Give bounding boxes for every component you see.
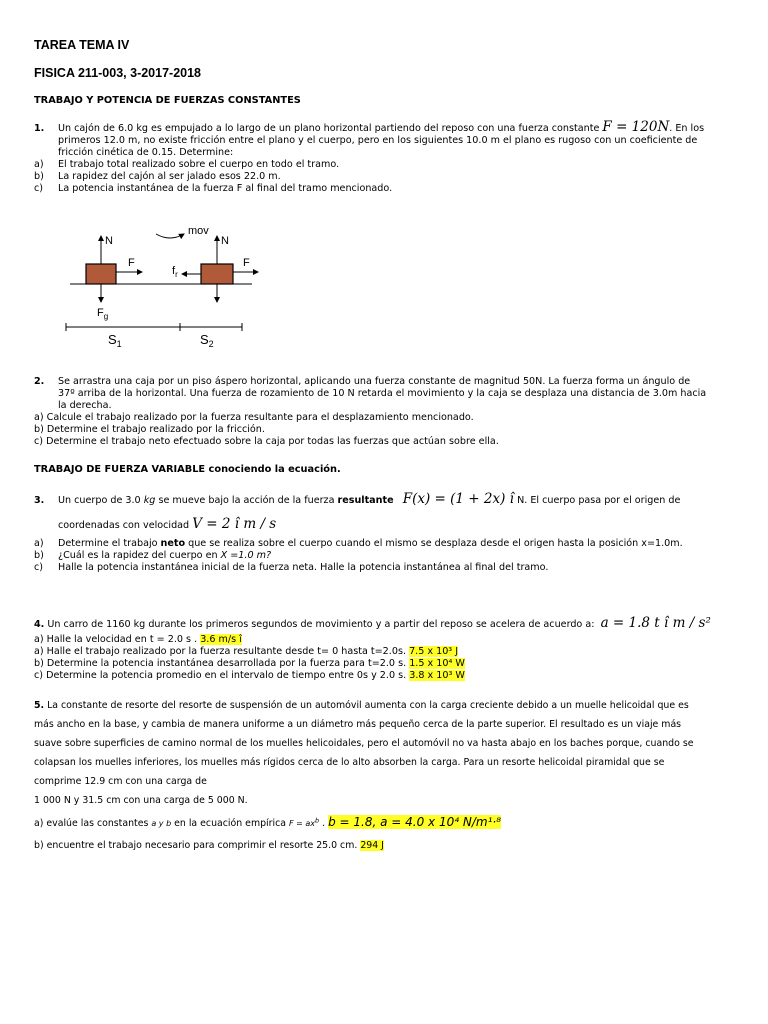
box-2 (201, 264, 233, 284)
item-b: b) encuentre el trabajo necesario para comprimir el resorte 25.0 cm. (34, 840, 358, 851)
item-a (34, 159, 704, 171)
item-b: b) Determine la potencia instantánea desarrollada por la fuerza para t=2.0 s. (34, 658, 407, 669)
problem-1 (34, 121, 704, 195)
problem-number: 5. (34, 700, 45, 711)
item-text: La potencia instantánea de la fuerza F al final del tramo mencionado. (58, 183, 393, 194)
item-emphasis: X =1.0 m? (220, 550, 272, 561)
empirical-equation: $F = ax^b$ (288, 816, 320, 828)
problem-3-line2: coordenadas con velocidad (58, 520, 190, 531)
item-a-text-b: en la ecuación empírica (174, 818, 286, 829)
item-label: c) (34, 183, 44, 194)
formula-velocity: V = 2 î m / s (192, 516, 277, 532)
box-1 (86, 264, 116, 284)
item-label: b) (34, 171, 44, 182)
section-heading-variable: TRABAJO DE FUERZA VARIABLE conociendo la ecuación. (34, 464, 341, 475)
item-text: La rapidez del cajón al ser jalado esos 22.0 m. (58, 171, 281, 182)
item-label: a) (34, 159, 44, 170)
label-S2: $S_2$ (200, 332, 214, 349)
item-c (34, 562, 683, 574)
label-F2: F (243, 257, 250, 269)
formula-acceleration: a = 1.8 t î m / s² (600, 615, 711, 631)
problem-number: 4. (34, 619, 45, 630)
problem-5: 5. La constante de resorte del resorte de suspensión de un automóvil aumenta con la carga creciente debido a un muelle helicoidal que es más ancho en la base, y cambia de manera uniforme a un diámetro más pequeño cerca de la parte superior. El resultado es un viaje más suave sobre superficies de camino normal de los muelles helicoidales, pero el automóvil no va hasta abajo en los baches porque, cuando se colapsan los muelles inferiores, los muelles más rígidos cerca de lo alto absorben la carga. Para un resorte helicoidal piramidal que se comprime 12.9 cm con una carga de 1 000 N y 31.5 cm con una carga de 5 000 N. a) evalúe las constantes a y b en la ecuación empírica $F = ax^b$ . b = 1.8, a = 4.0 x 10⁴ N/m¹·⁸ b) encuentre el trabajo necesario para comprimir el resorte 25.0 cm. 294 J (34, 700, 694, 851)
problem-number: 2. (34, 376, 45, 387)
problem-5-line4: colapsan los muelles inferiores, los muelles más rígidos cerca de lo alto absorben la carga. Para un resorte helicoidal piramidal que se (34, 757, 665, 768)
formula-force: F = 120N (602, 119, 670, 135)
item-label: c) (34, 562, 44, 573)
item-a: a) Calcule el trabajo realizado por la fuerza resultante para el desplazamiento mencionado. (34, 412, 474, 423)
item-text: El trabajo total realizado sobre el cuerpo en todo el tramo. (58, 159, 340, 170)
problem-5-line2: más ancho en la base, y cambia de manera uniforme a un diámetro más pequeño cerca de la parte superior. El resultado es un viaje más (34, 719, 682, 730)
item-text: Halle la potencia instantánea inicial de la fuerza neta. Halle la potencia instantánea al final del tramo. (58, 562, 549, 573)
problem-4 (34, 614, 711, 682)
item-b (34, 550, 683, 562)
item-text: ¿Cuál es la rapidez del cuerpo en (58, 550, 218, 561)
item-a2: a) Halle el trabajo realizado por la fuerza resultante desde t= 0 hasta t=2.0s. (34, 646, 406, 657)
problem-1-line3: fricción cinética de 0.15. Determine: (58, 147, 234, 158)
answer-highlight: 3.6 m/s î (200, 634, 242, 645)
label-N2: N (221, 235, 229, 247)
answer-highlight: 3.8 x 10³ W (409, 670, 465, 681)
problem-3 (34, 488, 683, 574)
answer-highlight: 1.5 x 10⁴ W (409, 658, 465, 669)
emphasis-neto: neto (160, 538, 186, 549)
course-line: FISICA 211-003, 3-2017-2018 (34, 66, 202, 80)
item-label: b) (34, 550, 44, 561)
emphasis-resultante: resultante (337, 495, 394, 506)
answer-highlight: 7.5 x 10³ J (409, 646, 459, 657)
problem-3-text: Un cuerpo de 3.0 (58, 495, 141, 506)
problem-5-line6: 1 000 N y 31.5 cm con una carga de 5 000 N. (34, 795, 248, 806)
problem-2-text: Se arrastra una caja por un piso áspero horizontal, aplicando una fuerza constante de magnitud 50N. La fuerza forma un ángulo de (58, 376, 691, 387)
item-text-b: que se realiza sobre el cuerpo cuando el mismo se desplaza desde el origen hasta la posición x=1.0m. (188, 538, 683, 549)
label-Fg: $F_g$ (97, 307, 109, 321)
force-diagram (60, 222, 260, 352)
item-a: a) Halle la velocidad en t = 2.0 s . (34, 634, 198, 645)
problem-5-line3: suave sobre superficies de camino normal de los muelles helicoidales, pero el automóvil no va hasta abajo en los baches porque, cuando se (34, 738, 694, 749)
problem-2-line3: la derecha. (58, 400, 112, 411)
label-S1: $S_1$ (108, 332, 122, 349)
problem-5-line5: comprime 12.9 cm con una carga de (34, 776, 207, 787)
item-b (34, 171, 704, 183)
section-heading-constant: TRABAJO Y POTENCIA DE FUERZAS CONSTANTES (34, 95, 301, 106)
document-title: TAREA TEMA IV (34, 38, 130, 52)
problem-1-text-end: . En los (669, 123, 705, 134)
item-c: c) Determine el trabajo neto efectuado sobre la caja por todas las fuerzas que actúan sobre ella. (34, 436, 499, 447)
unit-kg: kg (143, 495, 156, 506)
item-a (34, 538, 683, 550)
label-mov: mov (188, 225, 209, 237)
label-N1: N (105, 235, 113, 247)
problem-number: 3. (34, 495, 45, 506)
problem-3-text-c: N. El cuerpo pasa por el origen de (517, 495, 681, 506)
answer-highlight: 294 J (360, 840, 384, 851)
item-c: c) Determine la potencia promedio en el intervalo de tiempo entre 0s y 2.0 s. (34, 670, 407, 681)
item-text: Determine el trabajo (58, 538, 158, 549)
answer-highlight: b = 1.8, a = 4.0 x 10⁴ N/m¹·⁸ (328, 815, 502, 829)
motion-arrow (156, 234, 184, 238)
problem-2-line2: 37º arriba de la horizontal. Una fuerza de rozamiento de 10 N retarda el movimiento y la caja se desplaza una distancia de 3.0m hacia (58, 388, 707, 399)
label-F1: F (128, 257, 135, 269)
problem-1-text: Un cajón de 6.0 kg es empujado a lo largo de un plano horizontal partiendo del reposo con una fuerza constante (58, 123, 600, 134)
problem-5-text: La constante de resorte del resorte de suspensión de un automóvil aumenta con la carga creciente debido a un muelle helicoidal que es (47, 700, 689, 711)
item-b: b) Determine el trabajo realizado por la fricción. (34, 424, 265, 435)
problem-2 (34, 376, 706, 448)
item-label: a) (34, 538, 44, 549)
item-variables: a y b (151, 819, 172, 828)
item-c (34, 183, 704, 195)
problem-4-text: Un carro de 1160 kg durante los primeros segundos de movimiento y a partir del reposo se acelera de acuerdo a: (47, 619, 595, 630)
problem-number: 1. (34, 123, 45, 134)
label-friction: $f_r$ (172, 265, 178, 279)
formula-force-x: F(x) = (1 + 2x) î (402, 491, 514, 507)
item-a: a) evalúe las constantes (34, 818, 149, 829)
problem-3-text-b: se mueve bajo la acción de la fuerza (158, 495, 335, 506)
problem-1-line2: primeros 12.0 m, no existe fricción entre el plano y el cuerpo, pero en los siguientes 10.0 m el plano es rugoso con un coeficiente de (58, 135, 698, 146)
